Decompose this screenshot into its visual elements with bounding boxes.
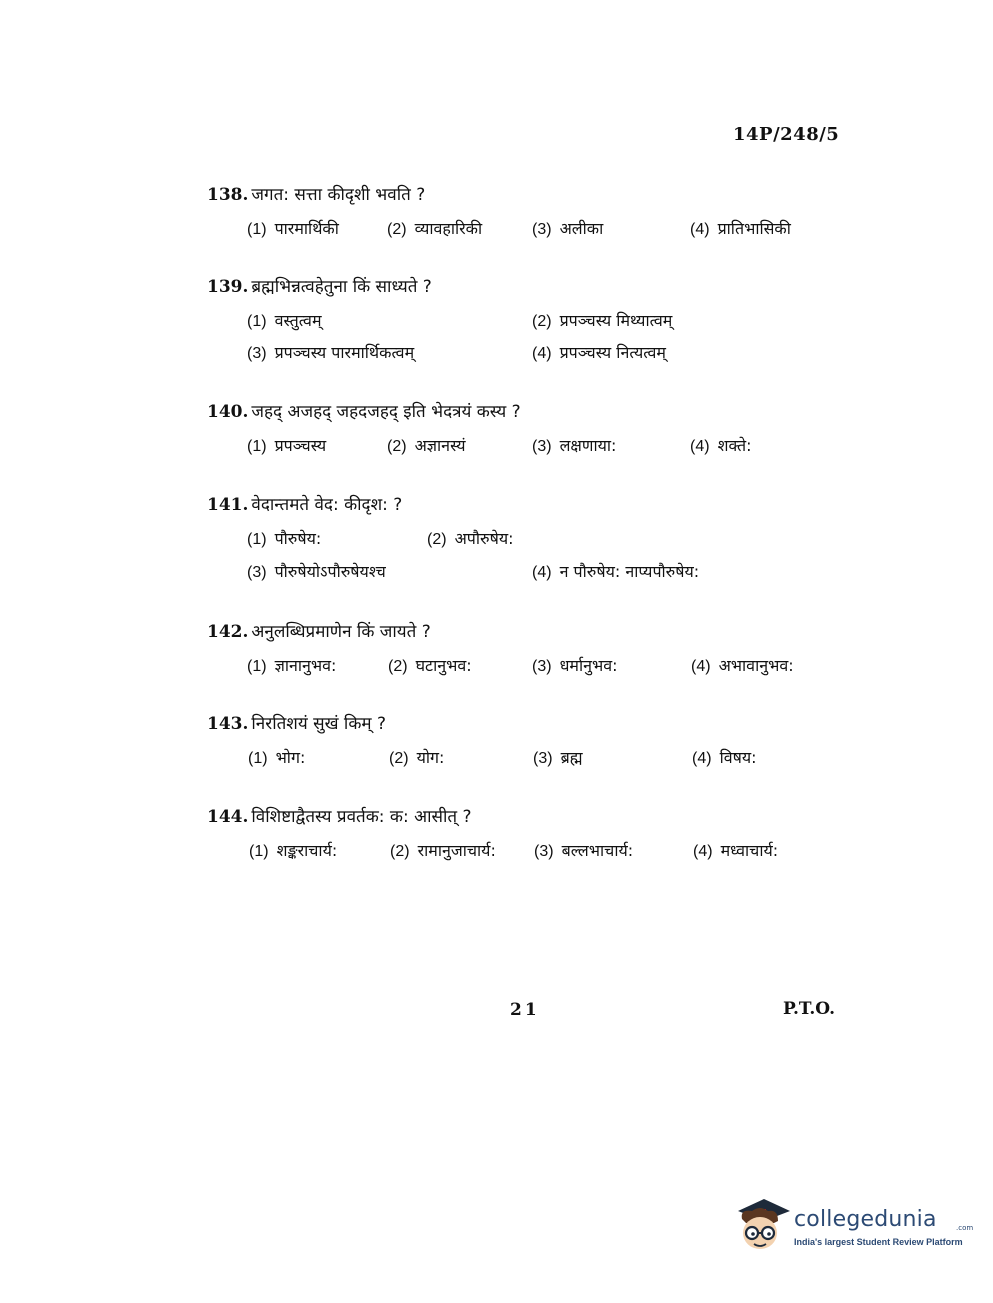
option-3 <box>532 435 616 458</box>
option-number: (2) <box>427 531 447 548</box>
question-number: 142. <box>207 622 249 642</box>
student-mascot-logo-icon <box>734 1195 792 1257</box>
option-1 <box>248 747 305 770</box>
option-3 <box>247 561 386 584</box>
page-code: 14P/248/5 <box>733 124 840 145</box>
option-text: प्रपञ्चस्य <box>274 436 327 455</box>
option-2 <box>390 840 496 863</box>
pto-label: P.T.O. <box>783 999 835 1019</box>
question-144 <box>207 806 847 860</box>
question-number: 138. <box>207 185 249 205</box>
question-text: विशिष्टाद्वैतस्य प्रवर्तक: क: आसीत् ? <box>251 807 472 827</box>
option-number: (2) <box>532 313 552 330</box>
option-text: रामानुजाचार्य: <box>417 841 496 860</box>
question-143 <box>207 713 847 767</box>
option-3 <box>534 840 633 863</box>
option-number: (3) <box>532 438 552 455</box>
option-number: (3) <box>533 750 553 767</box>
option-text: घटानुभव: <box>415 656 472 675</box>
option-number: (1) <box>249 843 269 860</box>
option-text: ज्ञानानुभव: <box>274 656 337 675</box>
question-140 <box>207 401 847 455</box>
option-3 <box>533 747 583 770</box>
option-2 <box>532 310 672 333</box>
page-number: 21 <box>510 1000 540 1020</box>
question-text: जहद् अजहद् जहदजहद् इति भेदत्रयं कस्य ? <box>251 402 521 422</box>
question-number: 143. <box>207 714 249 734</box>
option-number: (2) <box>388 658 408 675</box>
option-number: (2) <box>387 221 407 238</box>
option-text: भोग: <box>275 748 306 767</box>
brand-suffix: .com <box>956 1224 974 1232</box>
option-text: वस्तुत्वम् <box>274 311 322 330</box>
option-number: (4) <box>690 438 710 455</box>
option-number: (1) <box>247 438 267 455</box>
question-text: वेदान्तमते वेद: कीदृश: ? <box>251 495 403 515</box>
option-1 <box>247 218 339 241</box>
option-number: (4) <box>690 221 710 238</box>
option-text: प्रपञ्चस्य नित्यत्वम् <box>559 343 666 362</box>
option-text: शङ्कराचार्य: <box>276 841 338 860</box>
option-number: (2) <box>390 843 410 860</box>
option-text: पौरुषेयोऽपौरुषेयश्च <box>274 562 386 581</box>
option-4 <box>693 840 778 863</box>
option-number: (1) <box>248 750 268 767</box>
option-number: (4) <box>692 750 712 767</box>
option-4 <box>532 342 666 365</box>
option-number: (4) <box>532 564 552 581</box>
brand-tagline: India's largest Student Review Platform <box>794 1237 963 1247</box>
option-text: विषय: <box>719 748 757 767</box>
option-text: ब्रह्म <box>560 748 583 767</box>
option-text: धर्मानुभव: <box>559 656 618 675</box>
option-number: (2) <box>389 750 409 767</box>
option-text: मध्वाचार्य: <box>720 841 779 860</box>
option-text: व्यावहारिकी <box>414 219 483 238</box>
option-2 <box>387 218 482 241</box>
option-4 <box>532 561 699 584</box>
option-number: (3) <box>247 345 267 362</box>
option-3 <box>532 218 603 241</box>
option-2 <box>387 435 466 458</box>
option-3 <box>532 655 618 678</box>
question-text: ब्रह्मभिन्नत्वहेतुना किं साध्यते ? <box>251 277 432 297</box>
option-1 <box>247 310 322 333</box>
question-text: जगत: सत्ता कीदृशी भवति ? <box>251 185 426 205</box>
option-text: बल्लभाचार्य: <box>561 841 634 860</box>
option-text: न पौरुषेय: नाप्यपौरुषेय: <box>559 562 700 581</box>
brand-name: collegedunia <box>794 1207 937 1232</box>
option-4 <box>691 655 794 678</box>
option-number: (1) <box>247 221 267 238</box>
option-number: (1) <box>247 531 267 548</box>
question-number: 144. <box>207 807 249 827</box>
option-1 <box>247 435 326 458</box>
option-4 <box>690 435 752 458</box>
question-text: निरतिशयं सुखं किम् ? <box>251 714 386 734</box>
option-text: अलीका <box>559 219 604 238</box>
option-2 <box>427 528 514 551</box>
collegedunia-logo[interactable] <box>734 1195 974 1255</box>
option-number: (4) <box>532 345 552 362</box>
option-1 <box>247 655 336 678</box>
option-2 <box>389 747 444 770</box>
question-text: अनुलब्धिप्रमाणेन किं जायते ? <box>251 622 431 642</box>
option-number: (1) <box>247 313 267 330</box>
option-1 <box>249 840 337 863</box>
option-4 <box>692 747 757 770</box>
question-number: 139. <box>207 277 249 297</box>
option-number: (1) <box>247 658 267 675</box>
option-1 <box>247 528 321 551</box>
option-number: (3) <box>532 221 552 238</box>
question-141 <box>207 494 847 581</box>
option-number: (3) <box>532 658 552 675</box>
question-number: 141. <box>207 495 249 515</box>
option-text: लक्षणाया: <box>559 436 617 455</box>
option-text: प्रपञ्चस्य पारमार्थिकत्वम् <box>274 343 415 362</box>
option-text: अभावानुभव: <box>718 656 794 675</box>
option-text: प्रातिभासिकी <box>717 219 791 238</box>
option-number: (3) <box>534 843 554 860</box>
option-number: (4) <box>691 658 711 675</box>
option-text: अज्ञानस्यं <box>414 436 466 455</box>
option-number: (2) <box>387 438 407 455</box>
option-number: (3) <box>247 564 267 581</box>
question-139 <box>207 276 847 362</box>
question-142 <box>207 621 847 675</box>
option-text: योग: <box>416 748 445 767</box>
option-text: पौरुषेय: <box>274 529 322 548</box>
option-4 <box>690 218 791 241</box>
option-text: प्रपञ्चस्य मिथ्यात्वम् <box>559 311 673 330</box>
option-2 <box>388 655 472 678</box>
option-text: शक्ते: <box>717 436 752 455</box>
question-number: 140. <box>207 402 249 422</box>
option-text: अपौरुषेय: <box>454 529 514 548</box>
option-text: पारमार्थिकी <box>274 219 339 238</box>
question-138 <box>207 184 847 238</box>
option-number: (4) <box>693 843 713 860</box>
option-3 <box>247 342 414 365</box>
